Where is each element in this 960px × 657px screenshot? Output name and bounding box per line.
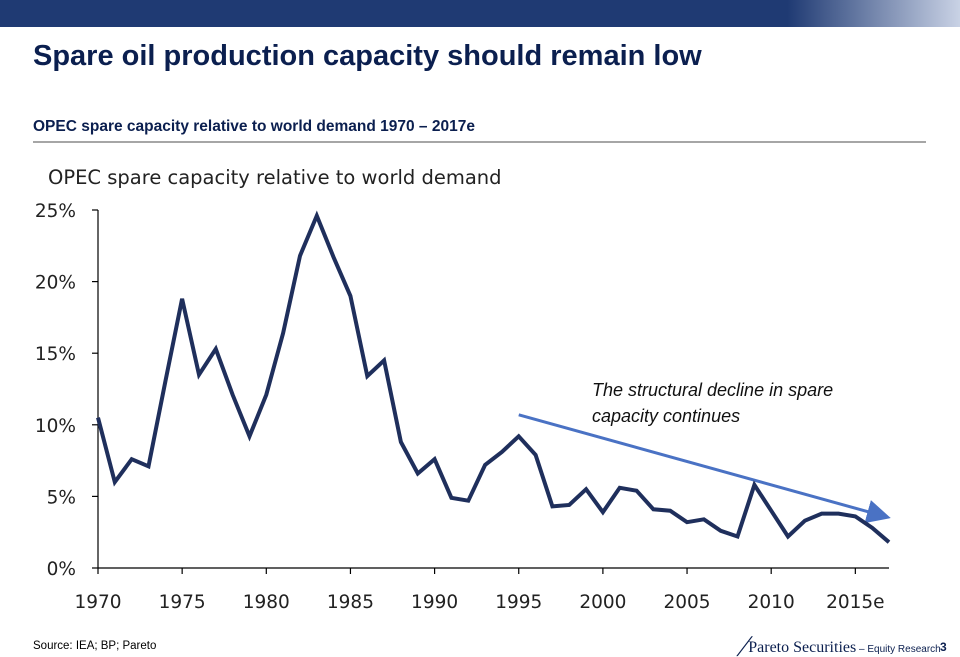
x-tick-label: 2005	[663, 592, 711, 613]
x-tick-label: 1985	[326, 592, 374, 613]
y-tick-label: 25%	[34, 201, 76, 222]
annotation-text: capacity continues	[592, 406, 741, 426]
logo-brand: Pareto Securities	[748, 639, 857, 656]
source-note: Source: IEA; BP; Pareto	[33, 640, 157, 652]
y-tick-label: 0%	[46, 559, 76, 580]
x-tick-label: 2015e	[826, 592, 885, 613]
x-tick-label: 1995	[495, 592, 543, 613]
annotation-text: The structural decline in spare	[592, 380, 834, 400]
chart-subtitle: OPEC spare capacity relative to world demand 1970 – 2017e	[33, 118, 475, 135]
x-tick-label: 1975	[158, 592, 206, 613]
logo-division: – Equity Research	[856, 644, 941, 655]
page-number: 3	[940, 640, 947, 654]
series-line	[98, 216, 889, 543]
x-tick-label: 1980	[242, 592, 290, 613]
logo-mark: ╱	[738, 637, 749, 656]
pareto-logo	[738, 637, 941, 657]
chart-title: OPEC spare capacity relative to world demand	[48, 166, 502, 189]
x-tick-label: 1970	[74, 592, 122, 613]
slide-title: Spare oil production capacity should remain low	[33, 40, 702, 72]
y-tick-label: 15%	[34, 344, 76, 366]
y-tick-label: 5%	[46, 487, 76, 509]
y-tick-label: 20%	[34, 272, 76, 294]
y-tick-label: 10%	[34, 415, 76, 437]
x-tick-label: 2010	[747, 592, 795, 613]
x-tick-label: 2000	[579, 592, 627, 613]
x-tick-label: 1990	[411, 592, 459, 613]
